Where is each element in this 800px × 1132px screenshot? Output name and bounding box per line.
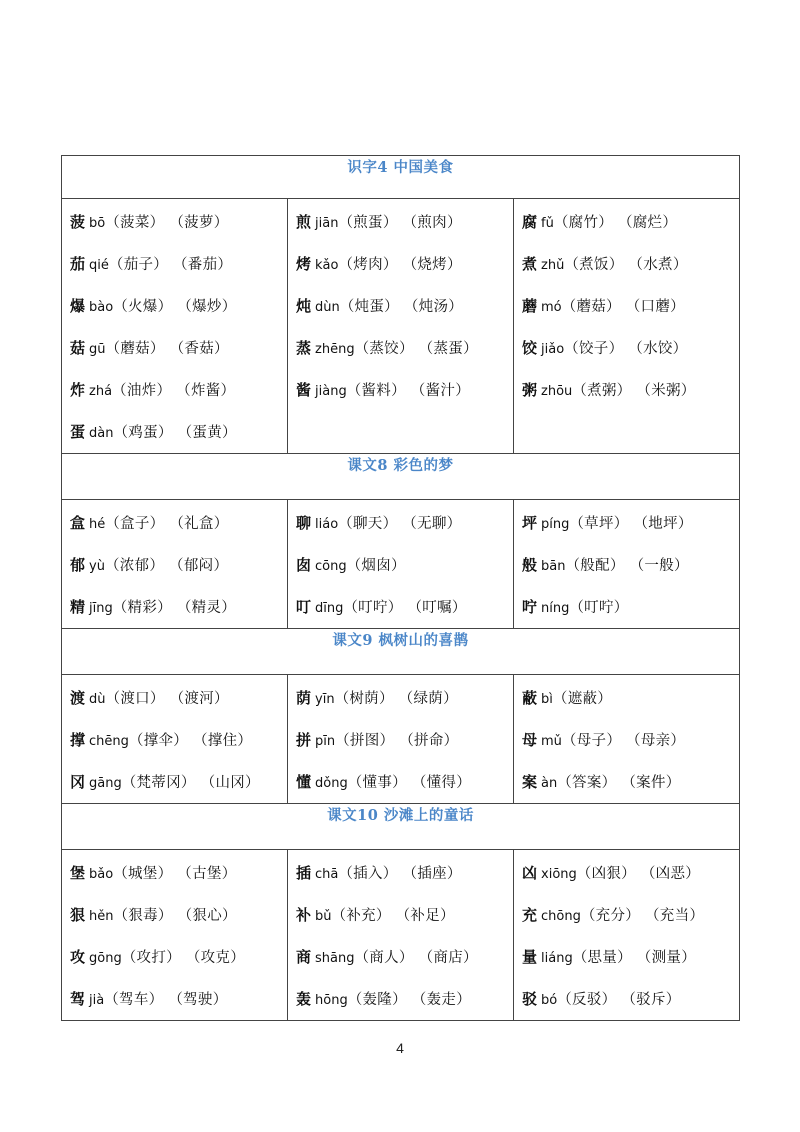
vocab-words: （煮粥） （米粥）: [572, 383, 696, 399]
vocab-entry: [70, 502, 287, 544]
vocab-entry: [522, 369, 739, 411]
vocab-pinyin: bǎo: [89, 867, 114, 882]
vocab-character: 咛: [522, 598, 538, 616]
vocab-column: [288, 850, 514, 1021]
vocab-pinyin: gū: [89, 342, 106, 357]
vocab-pinyin: bó: [541, 993, 558, 1008]
vocab-pinyin: jīng: [89, 601, 113, 616]
vocab-character: 腐: [522, 213, 538, 231]
vocab-entry: [522, 936, 739, 978]
vocab-words: （插入） （插座）: [338, 866, 462, 882]
vocab-character: 煮: [522, 255, 538, 273]
vocab-words: （叮咛） （叮嘱）: [343, 600, 467, 616]
vocab-pinyin: hōng: [315, 993, 348, 1008]
vocab-words: （商人） （商店）: [354, 950, 478, 966]
vocab-pinyin: bào: [89, 300, 114, 315]
vocab-pinyin: dùn: [315, 300, 340, 315]
vocab-entry: [522, 502, 739, 544]
vocab-pinyin: liáng: [541, 951, 573, 966]
vocab-column: [288, 500, 514, 629]
vocab-words: （拼图） （拼命）: [335, 733, 459, 749]
vocab-entry: [522, 201, 739, 243]
vocab-pinyin: dù: [89, 692, 106, 707]
vocab-pinyin: dàn: [89, 426, 114, 441]
vocab-character: 菇: [70, 339, 86, 357]
vocab-pinyin: fǔ: [541, 216, 554, 231]
vocab-character: 饺: [522, 339, 538, 357]
vocab-words: （盒子） （礼盒）: [105, 516, 229, 532]
vocab-entry: [70, 544, 287, 586]
vocab-pinyin: yīn: [315, 692, 335, 707]
vocab-pinyin: mǔ: [541, 734, 562, 749]
vocab-character: 坪: [522, 514, 538, 532]
vocab-column: [514, 675, 740, 804]
vocab-entry: [70, 936, 287, 978]
vocab-words: （反驳） （驳斥）: [557, 992, 681, 1008]
vocab-pinyin: bì: [541, 692, 553, 707]
section-body-row: [62, 850, 740, 1021]
vocab-entry: [70, 327, 287, 369]
vocab-pinyin: liáo: [315, 517, 339, 532]
vocab-words: （补充） （补足）: [331, 908, 455, 924]
vocab-pinyin: kǎo: [315, 258, 339, 273]
vocab-character: 商: [296, 948, 312, 966]
vocab-entry: [522, 327, 739, 369]
vocab-entry: [522, 894, 739, 936]
vocab-character: 蒸: [296, 339, 312, 357]
vocab-words: （酱料） （酱汁）: [346, 383, 471, 399]
vocab-entry: [296, 327, 513, 369]
section-title: 课文10 沙滩上的童话: [62, 804, 740, 850]
vocab-entry: [296, 677, 513, 719]
vocab-words: （饺子） （水饺）: [564, 341, 688, 357]
vocab-character: 渡: [70, 689, 86, 707]
vocab-entry: [70, 201, 287, 243]
vocab-words: （攻打） （攻克）: [121, 950, 246, 966]
vocab-words: （狠毒） （狠心）: [113, 908, 237, 924]
vocab-character: 插: [296, 864, 312, 882]
vocab-words: （烤肉） （烧烤）: [338, 257, 462, 273]
vocab-entry: [70, 411, 287, 453]
vocab-entry: [70, 719, 287, 761]
vocab-character: 案: [522, 773, 538, 791]
vocab-entry: [522, 243, 739, 285]
vocab-entry: [522, 544, 739, 586]
section-title: 识字4 中国美食: [62, 156, 740, 199]
vocab-character: 菠: [70, 213, 86, 231]
vocab-column: [62, 500, 288, 629]
vocab-entry: [522, 285, 739, 327]
vocab-character: 蔽: [522, 689, 538, 707]
vocab-entry: [296, 978, 513, 1020]
vocab-pinyin: píng: [541, 517, 570, 532]
vocab-character: 蛋: [70, 423, 86, 441]
vocab-character: 精: [70, 598, 86, 616]
vocab-entry: [296, 852, 513, 894]
vocab-words: （叮咛）: [569, 600, 629, 616]
vocab-character: 郁: [70, 556, 86, 574]
vocab-character: 堡: [70, 864, 86, 882]
vocab-pinyin: qié: [89, 258, 109, 273]
vocab-pinyin: zhá: [89, 384, 113, 399]
vocab-words: （树荫） （绿荫）: [334, 691, 458, 707]
vocab-pinyin: shāng: [315, 951, 355, 966]
vocab-words: （母子） （母亲）: [561, 733, 686, 749]
vocab-character: 爆: [70, 297, 86, 315]
vocabulary-table: [61, 155, 740, 1021]
vocab-entry: [296, 243, 513, 285]
vocab-words: （凶狠） （凶恶）: [576, 866, 701, 882]
vocab-entry: [296, 761, 513, 803]
vocab-entry: [296, 502, 513, 544]
vocab-character: 烤: [296, 255, 312, 273]
vocab-words: （蘑菇） （香菇）: [105, 341, 229, 357]
vocab-words: （遮蔽）: [552, 691, 613, 707]
vocab-column: [288, 199, 514, 454]
vocab-words: （草坪） （地坪）: [569, 516, 693, 532]
vocab-entry: [70, 243, 287, 285]
vocab-words: （梵蒂冈） （山冈）: [121, 775, 260, 791]
vocab-character: 撑: [70, 731, 86, 749]
vocab-character: 冈: [70, 773, 86, 791]
vocab-pinyin: mó: [541, 300, 562, 315]
vocab-words: （城堡） （古堡）: [113, 866, 237, 882]
vocab-words: （腐竹） （腐烂）: [553, 215, 678, 231]
vocab-pinyin: chōng: [541, 909, 581, 924]
vocab-words: （充分） （充当）: [580, 908, 705, 924]
vocab-entry: [70, 369, 287, 411]
vocab-entry: [296, 285, 513, 327]
vocab-entry: [296, 201, 513, 243]
section-body-row: [62, 675, 740, 804]
vocab-pinyin: yù: [89, 559, 105, 574]
vocab-pinyin: pīn: [315, 734, 336, 749]
vocab-entry: [522, 586, 739, 628]
vocab-character: 懂: [296, 773, 312, 791]
vocab-entry: [522, 677, 739, 719]
vocab-entry: [70, 586, 287, 628]
vocab-words: （茄子） （番茄）: [108, 257, 233, 273]
vocab-pinyin: jià: [89, 993, 105, 1008]
vocab-character: 量: [522, 948, 538, 966]
vocab-entry: [70, 761, 287, 803]
vocab-pinyin: bō: [89, 216, 106, 231]
section-title: 课文9 枫树山的喜鹊: [62, 629, 740, 675]
vocab-character: 叮: [296, 598, 312, 616]
vocab-column: [62, 675, 288, 804]
vocab-pinyin: chā: [315, 867, 339, 882]
vocab-character: 拼: [296, 731, 312, 749]
vocab-character: 荫: [296, 689, 312, 707]
vocab-column: [514, 850, 740, 1021]
vocab-character: 囱: [296, 556, 312, 574]
vocab-entry: [296, 544, 513, 586]
vocab-words: （渡口） （渡河）: [105, 691, 229, 707]
vocab-character: 粥: [522, 381, 538, 399]
section-body-row: [62, 199, 740, 454]
vocab-character: 炸: [70, 381, 86, 399]
vocab-words: （轰隆） （轰走）: [347, 992, 472, 1008]
section-header-row: [62, 629, 740, 675]
vocab-pinyin: gāng: [89, 776, 122, 791]
vocab-column: [288, 675, 514, 804]
vocab-character: 茄: [70, 255, 86, 273]
vocab-entry: [296, 369, 513, 411]
vocab-words: （煎蛋） （煎肉）: [338, 215, 462, 231]
vocab-entry: [522, 719, 739, 761]
vocab-pinyin: zhēng: [315, 342, 355, 357]
vocab-entry: [70, 677, 287, 719]
vocab-column: [514, 500, 740, 629]
vocab-entry: [70, 285, 287, 327]
vocab-entry: [296, 936, 513, 978]
vocab-words: （烟囱）: [346, 558, 406, 574]
vocab-words: （答案） （案件）: [557, 775, 681, 791]
vocab-character: 母: [522, 731, 538, 749]
vocab-pinyin: jiàng: [315, 384, 347, 399]
vocab-words: （煮饭） （水煮）: [564, 257, 688, 273]
vocab-words: （蒸饺） （蒸蛋）: [354, 341, 478, 357]
vocab-pinyin: zhōu: [541, 384, 573, 399]
vocab-pinyin: jiǎo: [541, 342, 565, 357]
vocab-pinyin: chēng: [89, 734, 129, 749]
vocab-words: （懂事） （懂得）: [347, 775, 472, 791]
section-body-row: [62, 500, 740, 629]
vocab-character: 充: [522, 906, 538, 924]
vocab-words: （菠菜） （菠萝）: [105, 215, 229, 231]
vocab-entry: [70, 894, 287, 936]
vocab-pinyin: gōng: [89, 951, 122, 966]
section-header-row: [62, 454, 740, 500]
vocab-words: （油炸） （炸酱）: [112, 383, 236, 399]
vocab-entry: [522, 852, 739, 894]
vocab-character: 凶: [522, 864, 538, 882]
vocab-pinyin: xiōng: [541, 867, 577, 882]
vocab-character: 酱: [296, 381, 312, 399]
vocab-words: （思量） （测量）: [572, 950, 697, 966]
vocab-entry: [522, 978, 739, 1020]
vocab-words: （炖蛋） （炖汤）: [339, 299, 464, 315]
vocab-character: 攻: [70, 948, 86, 966]
vocab-words: （火爆） （爆炒）: [113, 299, 237, 315]
vocab-character: 炖: [296, 297, 312, 315]
vocab-entry: [70, 978, 287, 1020]
vocab-character: 轰: [296, 990, 312, 1008]
vocab-pinyin: hé: [89, 517, 106, 532]
vocab-entry: [296, 719, 513, 761]
vocab-character: 狠: [70, 906, 86, 924]
section-title: 课文8 彩色的梦: [62, 454, 740, 500]
vocab-entry: [70, 852, 287, 894]
vocab-words: （蘑菇） （口蘑）: [561, 299, 685, 315]
vocab-character: 驳: [522, 990, 538, 1008]
vocab-pinyin: jiān: [315, 216, 339, 231]
vocab-column: [62, 850, 288, 1021]
vocab-pinyin: cōng: [315, 559, 347, 574]
vocab-pinyin: dīng: [315, 601, 344, 616]
vocab-character: 补: [296, 906, 312, 924]
section-header-row: [62, 804, 740, 850]
vocab-pinyin: hěn: [89, 909, 114, 924]
vocab-pinyin: zhǔ: [541, 258, 565, 273]
vocab-entry: [296, 586, 513, 628]
page-number: 4: [396, 1040, 404, 1056]
vocab-entry: [296, 894, 513, 936]
vocab-character: 般: [522, 556, 538, 574]
vocab-character: 蘑: [522, 297, 538, 315]
vocab-words: （驾车） （驾驶）: [104, 992, 228, 1008]
vocab-words: （浓郁） （郁闷）: [104, 558, 229, 574]
vocab-words: （聊天） （无聊）: [338, 516, 462, 532]
vocab-pinyin: níng: [541, 601, 570, 616]
vocab-column: [62, 199, 288, 454]
vocab-pinyin: àn: [541, 776, 558, 791]
vocab-character: 煎: [296, 213, 312, 231]
vocab-words: （撑伞） （撑住）: [128, 733, 253, 749]
vocab-pinyin: bǔ: [315, 909, 332, 924]
vocab-words: （鸡蛋） （蛋黄）: [113, 425, 237, 441]
vocab-character: 盒: [70, 514, 86, 532]
vocab-pinyin: bān: [541, 559, 566, 574]
vocab-character: 聊: [296, 514, 312, 532]
vocab-entry: [522, 761, 739, 803]
section-header-row: [62, 156, 740, 199]
vocab-words: （精彩） （精灵）: [112, 600, 237, 616]
vocab-pinyin: dǒng: [315, 776, 348, 791]
vocab-character: 驾: [70, 990, 86, 1008]
vocab-column: [514, 199, 740, 454]
vocab-words: （般配） （一般）: [565, 558, 689, 574]
